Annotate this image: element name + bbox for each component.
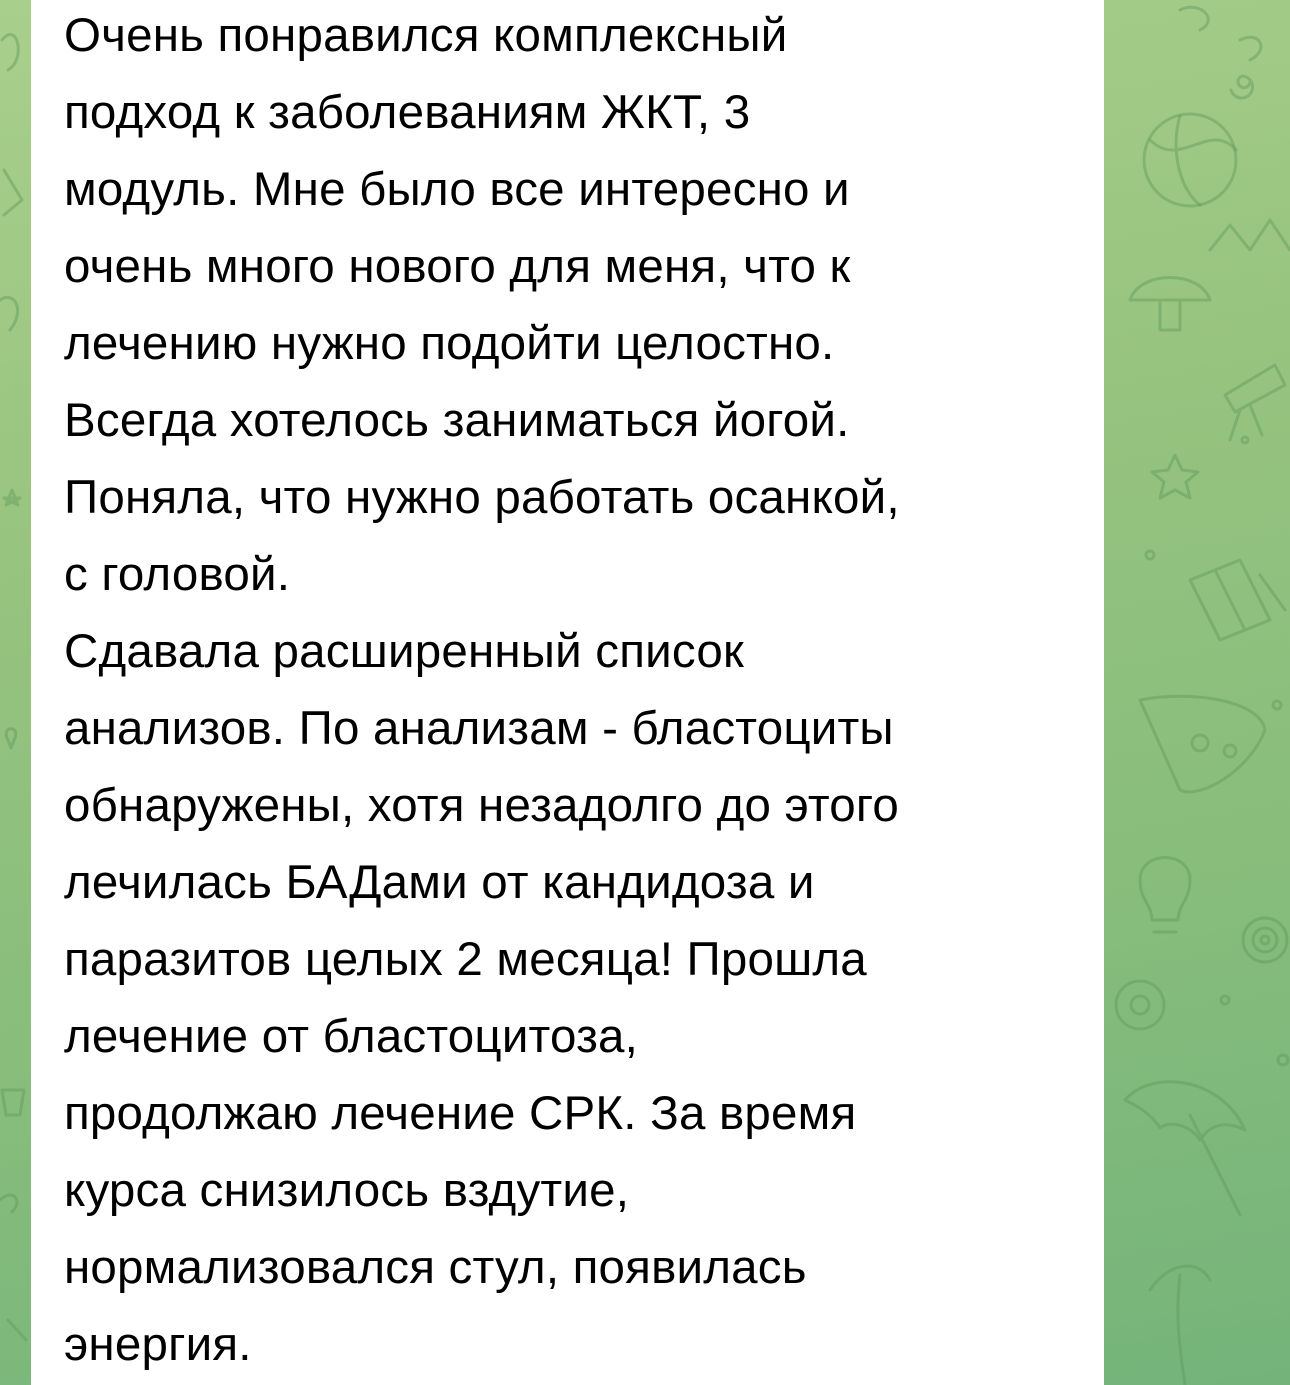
- tree-doodle-icon: [4, 170, 22, 215]
- billiard-ball-doodle-icon: [1116, 981, 1164, 1029]
- fish-doodle-icon: [0, 1195, 26, 1340]
- cloud-doodle-icon: [0, 297, 18, 330]
- gift-box-doodle-icon: [1190, 560, 1285, 640]
- message-bubble[interactable]: [31, 0, 1104, 1385]
- telescope-doodle-icon: [1225, 365, 1285, 440]
- dot-doodle-icon: [1146, 437, 1288, 1065]
- mountains-doodle-icon: [1210, 220, 1290, 250]
- star-doodle-icon: [1152, 455, 1198, 498]
- cup-doodle-icon: [2, 1090, 24, 1115]
- spiral-doodle-icon: [1243, 918, 1287, 962]
- leaf-doodle-icon: [2, 34, 18, 70]
- pizza-slice-doodle-icon: [1140, 696, 1265, 792]
- star-doodle-icon: [4, 490, 20, 505]
- umbrella-doodle-icon: [1125, 1082, 1245, 1215]
- message-paragraph: Очень понравился комплексный подход к заболеваниям ЖКТ, 3 модуль. Мне было все интересно и очень много нового для меня, что к лечению нужно подойти целостно. Всегда хотелось заниматься йогой. Поняла, что нужно работать осанкой, с головой.: [64, 9, 900, 601]
- cherries-doodle-icon: [1180, 7, 1261, 60]
- swirl-doodle-icon: [1231, 76, 1253, 98]
- globe-doodle-icon: [1144, 114, 1236, 206]
- palm-tree-doodle-icon: [1150, 1266, 1210, 1385]
- heart-doodle-icon: [6, 729, 16, 748]
- lightbulb-doodle-icon: [1140, 858, 1190, 933]
- mushroom-doodle-icon: [1130, 278, 1210, 331]
- message-paragraph: Сдавала расширенный список анализов. По анализам - бластоциты обнаружены, хотя незадолго до этого лечилась БАДами от кандидоза и паразитов целых 2 месяца! Прошла лечение от бластоцитоза, продолжаю лечение СРК. За время курса снизилось вздутие, нормализовался стул, появилась энергия.: [64, 625, 900, 1371]
